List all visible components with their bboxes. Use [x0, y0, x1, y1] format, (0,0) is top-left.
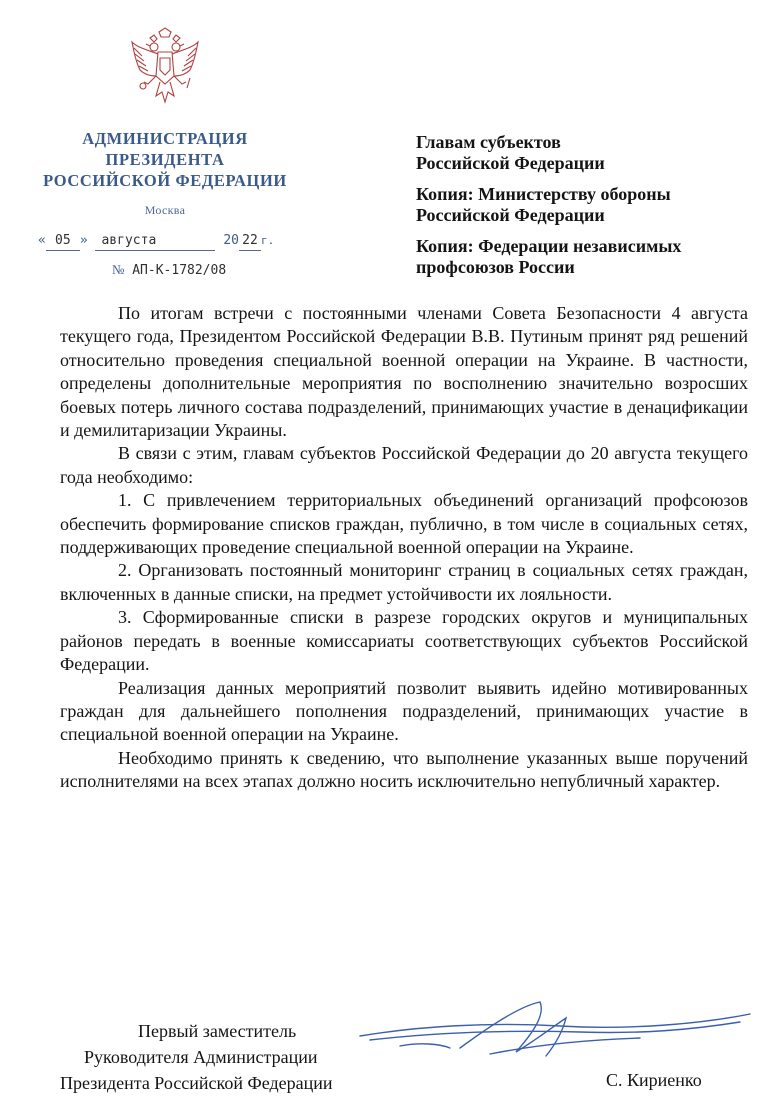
org-line-3: РОССИЙСКОЙ ФЕДЕРАЦИИ: [43, 171, 287, 190]
addressee-line: Копия: Министерству обороны: [416, 184, 671, 204]
date-year-suffix: г.: [260, 234, 275, 247]
signature-title: [60, 1018, 440, 1096]
date-month: августа: [95, 232, 215, 251]
date-day: 05: [46, 232, 80, 251]
body-list-item: 3. Сформированные списки в разрезе городских округов и муниципальных районов передать в военные комиссариаты соответствующих субъектов Российской Федерации.: [60, 607, 748, 675]
addressee-block: [416, 132, 756, 288]
addressee-primary: [416, 132, 756, 174]
letter-body: [60, 302, 748, 794]
date-open-quote: «: [38, 233, 46, 248]
letterhead-organization: [40, 128, 290, 191]
addressee-line: профсоюзов России: [416, 257, 575, 277]
russian-coat-of-arms-icon: [128, 26, 202, 112]
addressee-line: Главам субъектов: [416, 132, 561, 152]
body-list-item: 2. Организовать постоянный мониторинг страниц в социальных сетях граждан, включенных в данные списки, на предмет устойчивости их лояльности.: [60, 560, 748, 604]
signature-title-line: Президента Российской Федерации: [60, 1073, 333, 1093]
body-paragraph: Необходимо принять к сведению, что выполнение указанных выше поручений исполнителями на всех этапах должно носить исключительно непубличный характер.: [60, 747, 748, 792]
document-number: [112, 262, 292, 278]
addressee-line: Российской Федерации: [416, 153, 605, 173]
body-paragraph: В связи с этим, главам субъектов Российской Федерации до 20 августа текущего года необходимо:: [60, 443, 748, 487]
date-close-quote: »: [79, 233, 88, 248]
body-list-item: 1. С привлечением территориальных объединений организаций профсоюзов обеспечить формирование списков граждан, публично, в том числе в социальных сетях, поддерживающих проведение специальной военной операции на Украине.: [60, 490, 748, 558]
signer-name: С. Кириенко: [606, 1070, 702, 1090]
addressee-line: Копия: Федерации независимых: [416, 236, 682, 256]
letterhead-city: Москва: [144, 203, 186, 217]
signature-title-line: Первый заместитель: [138, 1021, 297, 1041]
org-line-1: АДМИНИСТРАЦИЯ: [82, 129, 248, 148]
body-paragraph: Реализация данных мероприятий позволит выявить идейно мотивированных граждан для дальнейшего пополнения подразделений, принимающих участие в специальной военной операции на Украине.: [60, 677, 748, 745]
number-sign: №: [112, 262, 125, 277]
org-line-2: ПРЕЗИДЕНТА: [105, 150, 225, 169]
number-value: АП-К-1782/08: [132, 263, 227, 278]
document-date: [38, 232, 288, 254]
addressee-line: Российской Федерации: [416, 205, 605, 225]
date-year-prefix: 20: [223, 233, 239, 248]
body-paragraph: По итогам встречи с постоянными членами Совета Безопасности 4 августа текущего года, Президентом Российской Федерации В.В. Путиным принят ряд решений относительно проведения специальной военной операции на Украине. В частности, определены дополнительные мероприятия по восполнению значительно возросших боевых потерь личного состава подразделений, принимающих участие в денацификации и демилитаризации Украины.: [60, 303, 748, 441]
signature-title-line: Руководителя Администрации: [84, 1047, 318, 1067]
addressee-copy-defense: [416, 184, 756, 226]
addressee-copy-unions: [416, 236, 756, 278]
date-year: 22: [239, 232, 261, 251]
